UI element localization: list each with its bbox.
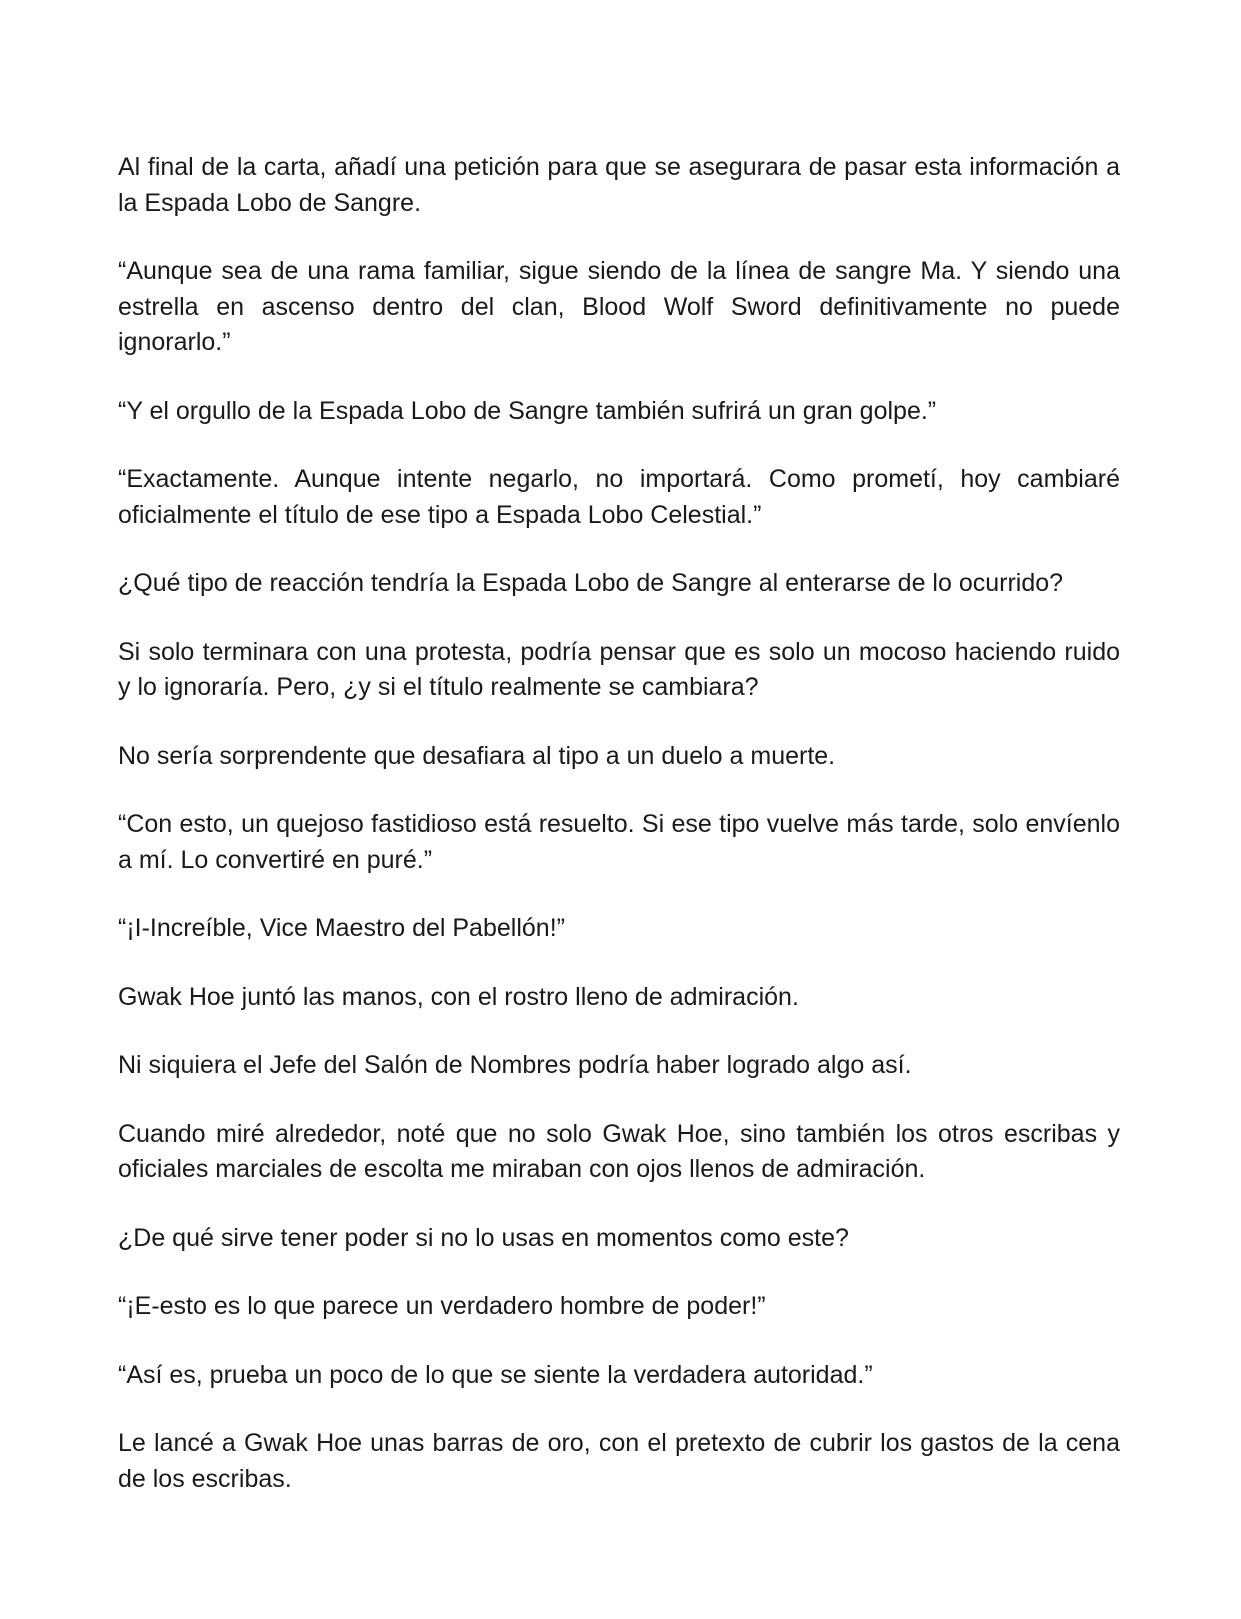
paragraph: Ni siquiera el Jefe del Salón de Nombres podría haber logrado algo así. — [118, 1051, 912, 1079]
paragraph: Gwak Hoe juntó las manos, con el rostro lleno de admiración. — [118, 982, 799, 1011]
paragraph: No sería sorprendente que desafiara al tipo a un duelo a muerte. — [118, 741, 836, 770]
paragraph: “Exactamente. Aunque intente negarlo, no importará. Como prometí, hoy cambiaré oficialmente el título de ese tipo a Espada Lobo Celestial.” — [118, 465, 1120, 529]
paragraph: “¡I-Increíble, Vice Maestro del Pabellón!” — [118, 914, 565, 942]
text-body — [118, 150, 1120, 1530]
paragraph: “Así es, prueba un poco de lo que se siente la verdadera autoridad.” — [118, 1360, 873, 1389]
paragraph: “Con esto, un quejoso fastidioso está resuelto. Si ese tipo vuelve más tarde, solo envíenlo a mí. Lo convertiré en puré.” — [118, 810, 1120, 874]
paragraph: ¿Qué tipo de reacción tendría la Espada Lobo de Sangre al enterarse de lo ocurrido? — [118, 569, 1064, 597]
paragraph: “Aunque sea de una rama familiar, sigue siendo de la línea de sangre Ma. Y siendo una estrella en ascenso dentro del clan, Blood Wolf Sword definitivamente no puede ignorarlo.” — [118, 257, 1120, 356]
paragraph: “Y el orgullo de la Espada Lobo de Sangre también sufrirá un gran golpe.” — [118, 396, 937, 425]
paragraph: ¿De qué sirve tener poder si no lo usas en momentos como este? — [118, 1223, 849, 1252]
paragraph: “¡E-esto es lo que parece un verdadero hombre de poder!” — [118, 1292, 766, 1320]
paragraph: Si solo terminara con una protesta, podría pensar que es solo un mocoso haciendo ruido y lo ignoraría. Pero, ¿y si el título realmente se cambiara? — [118, 637, 1120, 701]
paragraph: Al final de la carta, añadí una petición para que se asegurara de pasar esta información a la Espada Lobo de Sangre. — [118, 153, 1120, 217]
paragraph: Cuando miré alrededor, noté que no solo Gwak Hoe, sino también los otros escribas y oficiales marciales de escolta me miraban con ojos llenos de admiración. — [118, 1119, 1120, 1183]
paragraph: Le lancé a Gwak Hoe unas barras de oro, con el pretexto de cubrir los gastos de la cena de los escribas. — [118, 1429, 1120, 1493]
